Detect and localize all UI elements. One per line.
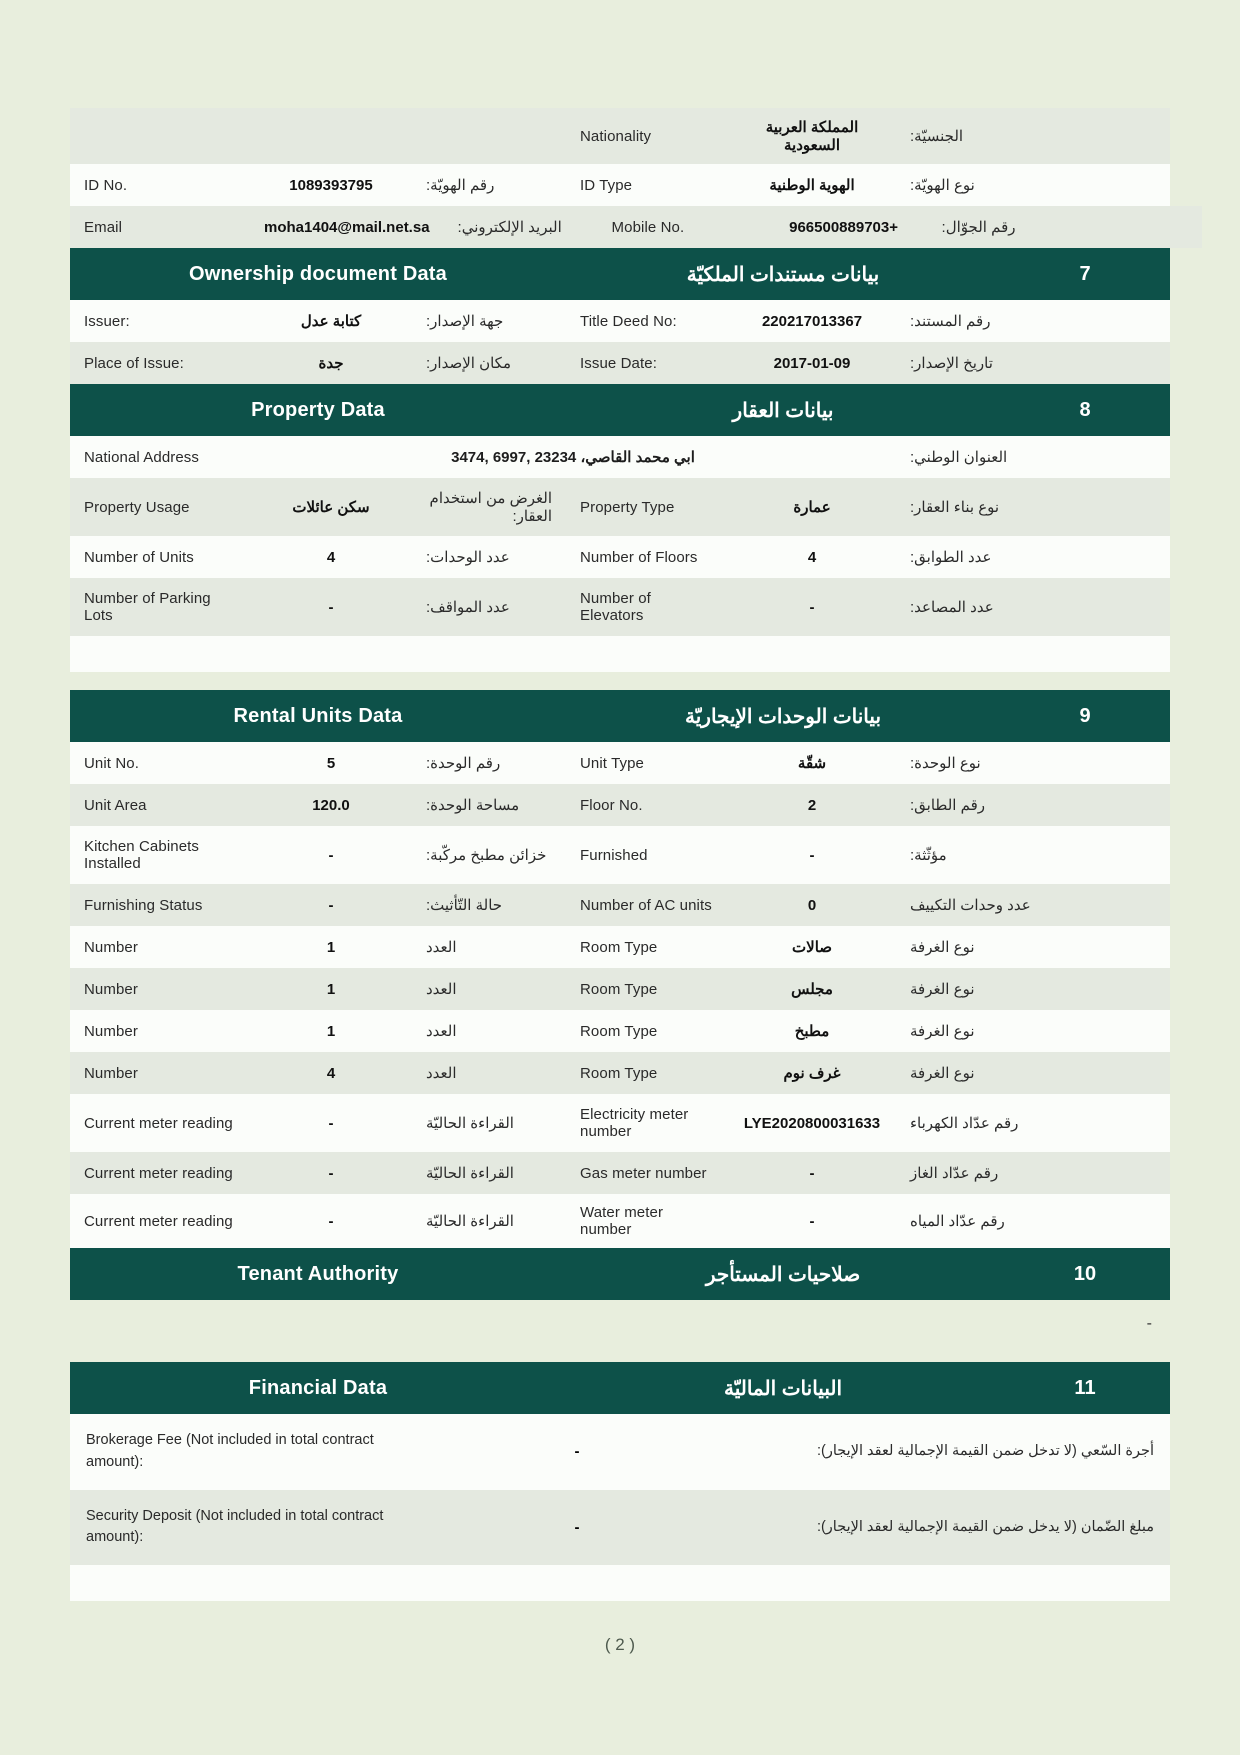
section-header-financial	[70, 1362, 1170, 1414]
cell-en-value: moha1404@mail.net.sa	[250, 206, 444, 248]
cell-ar-label: مكان الإصدار:	[412, 342, 566, 384]
cell-en-label-2: Electricity meter number	[566, 1094, 728, 1152]
table-row	[70, 1010, 1170, 1052]
cell-en-label: Property Usage	[70, 478, 250, 536]
cell-ar-label-2: رقم الطابق:	[896, 784, 1170, 826]
cell-en-label-2: Room Type	[566, 1052, 728, 1094]
cell-en-value: سكن عائلات	[250, 478, 412, 536]
section-title-en: Financial Data	[248, 1376, 388, 1399]
cell-ar-label-2: نوع الغرفة	[896, 968, 1170, 1010]
section-number: 7	[1079, 262, 1091, 285]
table-row	[70, 300, 1170, 342]
cell-en-value: 1	[250, 926, 412, 968]
tenant-authority-content: -	[70, 1300, 1170, 1348]
cell-ar-value: LYE2020800031633	[728, 1094, 896, 1152]
cell-en-value: 1	[250, 1010, 412, 1052]
cell-ar-label-2: رقم عدّاد المياه	[896, 1194, 1170, 1248]
cell-ar-value: مجلس	[728, 968, 896, 1010]
cell-ar-label-2: مؤثّثة:	[896, 826, 1170, 884]
cell-ar-value: مطبخ	[728, 1010, 896, 1052]
cell-ar-label: العدد	[412, 926, 566, 968]
cell-value: -	[574, 1443, 580, 1461]
cell-ar-label: عدد المواقف:	[412, 578, 566, 636]
cell-ar-label-2: نوع الوحدة:	[896, 742, 1170, 784]
cell-value: -	[574, 1518, 580, 1536]
cell-ar-label: القراءة الحاليّة	[412, 1094, 566, 1152]
section-number: 11	[1074, 1376, 1096, 1399]
cell-en-value: -	[250, 1194, 412, 1248]
section-gap	[70, 1348, 1170, 1362]
section-title-ar: صلاحيات المستأجر	[705, 1263, 861, 1286]
cell-ar-label: مبلغ الضّمان (لا يدخل ضمن القيمة الإجمالية لعقد الإيجار):	[816, 1518, 1154, 1535]
ownership-section	[70, 300, 1170, 384]
cell-ar-value: صالات	[728, 926, 896, 968]
cell-en-label: Number of Units	[70, 536, 250, 578]
cell-ar-label: القراءة الحاليّة	[412, 1194, 566, 1248]
table-row	[70, 784, 1170, 826]
cell-en-label-2: Room Type	[566, 968, 728, 1010]
cell-ar-value: 2	[728, 784, 896, 826]
blank-row	[70, 1565, 1170, 1601]
cell-en-label: National Address	[70, 436, 250, 478]
cell-ar-value: -	[728, 1194, 896, 1248]
cell-ar-value: -	[728, 578, 896, 636]
table-row	[70, 1414, 1170, 1490]
cell-en-label-2: Number of Elevators	[566, 578, 728, 636]
cell-en-label: Current meter reading	[70, 1194, 250, 1248]
section-number: 8	[1079, 398, 1091, 421]
cell-ar-label-2: رقم المستند:	[896, 300, 1170, 342]
cell-en-value: 1089393795	[250, 164, 412, 206]
cell-ar-label: رقم الهويّة:	[412, 164, 566, 206]
cell-ar-value: غرف نوم	[728, 1052, 896, 1094]
cell-en-label-2: Room Type	[566, 926, 728, 968]
cell-en-label-2: Floor No.	[566, 784, 728, 826]
table-row	[70, 578, 1170, 636]
cell-ar-value: الهوية الوطنية	[728, 164, 896, 206]
cell-en-label-2: Water meter number	[566, 1194, 728, 1248]
property-section	[70, 436, 1170, 672]
cell-ar-label: حالة التّأثيث:	[412, 884, 566, 926]
section-title-ar: بيانات الوحدات الإيجاريّة	[685, 705, 882, 728]
table-row	[70, 108, 1170, 164]
cell-ar-label: عدد الوحدات:	[412, 536, 566, 578]
cell-en-label: Current meter reading	[70, 1094, 250, 1152]
cell-en-value: -	[250, 884, 412, 926]
cell-ar-label: مساحة الوحدة:	[412, 784, 566, 826]
cell-en-label: Furnishing Status	[70, 884, 250, 926]
table-row	[70, 826, 1170, 884]
table-row	[70, 1152, 1170, 1194]
cell-en-label: Unit No.	[70, 742, 250, 784]
table-row	[70, 342, 1170, 384]
cell-en-value: 5	[250, 742, 412, 784]
blank-row	[70, 636, 1170, 672]
cell-en-label-2: Issue Date:	[566, 342, 728, 384]
cell-ar-label: خزائن مطبخ مركّبة:	[412, 826, 566, 884]
cell-en-label: Email	[70, 206, 250, 248]
cell-en-label-2: Unit Type	[566, 742, 728, 784]
cell-ar-label-2: نوع الهويّة:	[896, 164, 1170, 206]
table-row	[70, 884, 1170, 926]
cell-ar-label-2: العنوان الوطني:	[896, 436, 1170, 478]
cell-en-label: Unit Area	[70, 784, 250, 826]
cell-address-value: ابي محمد القاصي، 23234 ,6997 ,3474	[250, 436, 896, 478]
cell-ar-label-2: تاريخ الإصدار:	[896, 342, 1170, 384]
cell-ar-label: رقم الوحدة:	[412, 742, 566, 784]
table-row	[70, 926, 1170, 968]
cell-ar-label: العدد	[412, 1010, 566, 1052]
cell-ar-label-2: عدد المصاعد:	[896, 578, 1170, 636]
cell-en-value: -	[250, 1094, 412, 1152]
section-title-en: Tenant Authority	[237, 1262, 399, 1285]
cell-ar-value: -	[728, 826, 896, 884]
cell-en-value: جدة	[250, 342, 412, 384]
section-header-ownership	[70, 248, 1170, 300]
cell-ar-value: شقّة	[728, 742, 896, 784]
cell-en-label-2: Mobile No.	[598, 206, 760, 248]
cell-en-value: 1	[250, 968, 412, 1010]
cell-en-label: Number of Parking Lots	[70, 578, 250, 636]
cell-ar-label-2: نوع الغرفة	[896, 926, 1170, 968]
cell-en-label	[70, 108, 250, 164]
page-number: ( 2 )	[604, 1635, 636, 1654]
cell-ar-label-2: نوع الغرفة	[896, 1052, 1170, 1094]
section-gap	[70, 672, 1170, 690]
cell-en-label-2: Property Type	[566, 478, 728, 536]
cell-en-label: Number	[70, 1052, 250, 1094]
identity-section	[70, 108, 1170, 248]
cell-ar-label: البريد الإلكتروني:	[444, 206, 598, 248]
cell-en-label: Place of Issue:	[70, 342, 250, 384]
cell-en-label-2: Gas meter number	[566, 1152, 728, 1194]
table-row	[70, 1490, 1170, 1566]
rental-units-section	[70, 742, 1170, 1248]
cell-en-value: 4	[250, 1052, 412, 1094]
table-row-national-address	[70, 436, 1170, 478]
table-row	[70, 206, 1170, 248]
cell-ar-label-2: عدد الطوابق:	[896, 536, 1170, 578]
table-row	[70, 742, 1170, 784]
cell-en-label: Current meter reading	[70, 1152, 250, 1194]
cell-en-label-2: Nationality	[566, 108, 728, 164]
cell-ar-value: المملكة العربية السعودية	[728, 108, 896, 164]
cell-ar-value: 2017-01-09	[728, 342, 896, 384]
cell-en-label: ID No.	[70, 164, 250, 206]
section-header-rental-units	[70, 690, 1170, 742]
cell-en-label-2: Furnished	[566, 826, 728, 884]
cell-en-label: Number	[70, 968, 250, 1010]
cell-en-label-2: ID Type	[566, 164, 728, 206]
section-title-en: Ownership document Data	[189, 262, 447, 285]
table-row	[70, 536, 1170, 578]
cell-ar-label-2: الجنسيّة:	[896, 108, 1170, 164]
table-row	[70, 1052, 1170, 1094]
section-number: 9	[1079, 704, 1091, 727]
cell-ar-value: 220217013367	[728, 300, 896, 342]
cell-en-label: Security Deposit (Not included in total contract amount):	[86, 1507, 384, 1546]
table-row	[70, 164, 1170, 206]
table-row	[70, 968, 1170, 1010]
cell-ar-label-2: نوع بناء العقار:	[896, 478, 1170, 536]
cell-ar-label: العدد	[412, 968, 566, 1010]
section-title-en: Property Data	[251, 398, 385, 421]
section-title-ar: بيانات مستندات الملكيّة	[686, 263, 880, 286]
cell-ar-label	[412, 108, 566, 164]
cell-ar-label: القراءة الحاليّة	[412, 1152, 566, 1194]
cell-en-label: Brokerage Fee (Not included in total contract amount):	[86, 1432, 374, 1470]
cell-en-label: Kitchen Cabinets Installed	[70, 826, 250, 884]
cell-en-label: Number	[70, 926, 250, 968]
cell-en-label: Issuer:	[70, 300, 250, 342]
section-title-ar: البيانات الماليّة	[723, 1377, 843, 1400]
cell-ar-value: عمارة	[728, 478, 896, 536]
cell-en-value: 120.0	[250, 784, 412, 826]
section-header-property	[70, 384, 1170, 436]
cell-ar-label-2: رقم عدّاد الغاز	[896, 1152, 1170, 1194]
table-row	[70, 478, 1170, 536]
cell-ar-value: -	[728, 1152, 896, 1194]
cell-ar-label-2: عدد وحدات التكييف	[896, 884, 1170, 926]
cell-en-value: -	[250, 1152, 412, 1194]
cell-en-label-2: Number of Floors	[566, 536, 728, 578]
cell-en-value	[250, 108, 412, 164]
financial-section	[70, 1414, 1170, 1601]
cell-ar-label: الغرض من استخدام العقار:	[412, 478, 566, 536]
cell-ar-value: +966500889703	[760, 206, 928, 248]
section-title-en: Rental Units Data	[233, 704, 403, 727]
cell-en-value: -	[250, 578, 412, 636]
cell-en-value: -	[250, 826, 412, 884]
section-header-tenant-authority	[70, 1248, 1170, 1300]
cell-ar-label-2: نوع الغرفة	[896, 1010, 1170, 1052]
cell-ar-value: 4	[728, 536, 896, 578]
cell-en-value: كتابة عدل	[250, 300, 412, 342]
cell-ar-label: جهة الإصدار:	[412, 300, 566, 342]
table-row	[70, 1194, 1170, 1248]
cell-en-label-2: Number of AC units	[566, 884, 728, 926]
cell-en-value: 4	[250, 536, 412, 578]
cell-ar-label-2: رقم الجوّال:	[928, 206, 1202, 248]
cell-ar-value: 0	[728, 884, 896, 926]
cell-en-label-2: Title Deed No:	[566, 300, 728, 342]
section-number: 10	[1073, 1262, 1097, 1285]
cell-ar-label: العدد	[412, 1052, 566, 1094]
cell-en-label: Number	[70, 1010, 250, 1052]
section-title-ar: بيانات العقار	[732, 399, 834, 422]
table-row	[70, 1094, 1170, 1152]
cell-ar-label: أجرة السّعي (لا تدخل ضمن القيمة الإجمالية لعقد الإيجار):	[817, 1443, 1154, 1460]
cell-ar-label-2: رقم عدّاد الكهرباء	[896, 1094, 1170, 1152]
cell-en-label-2: Room Type	[566, 1010, 728, 1052]
